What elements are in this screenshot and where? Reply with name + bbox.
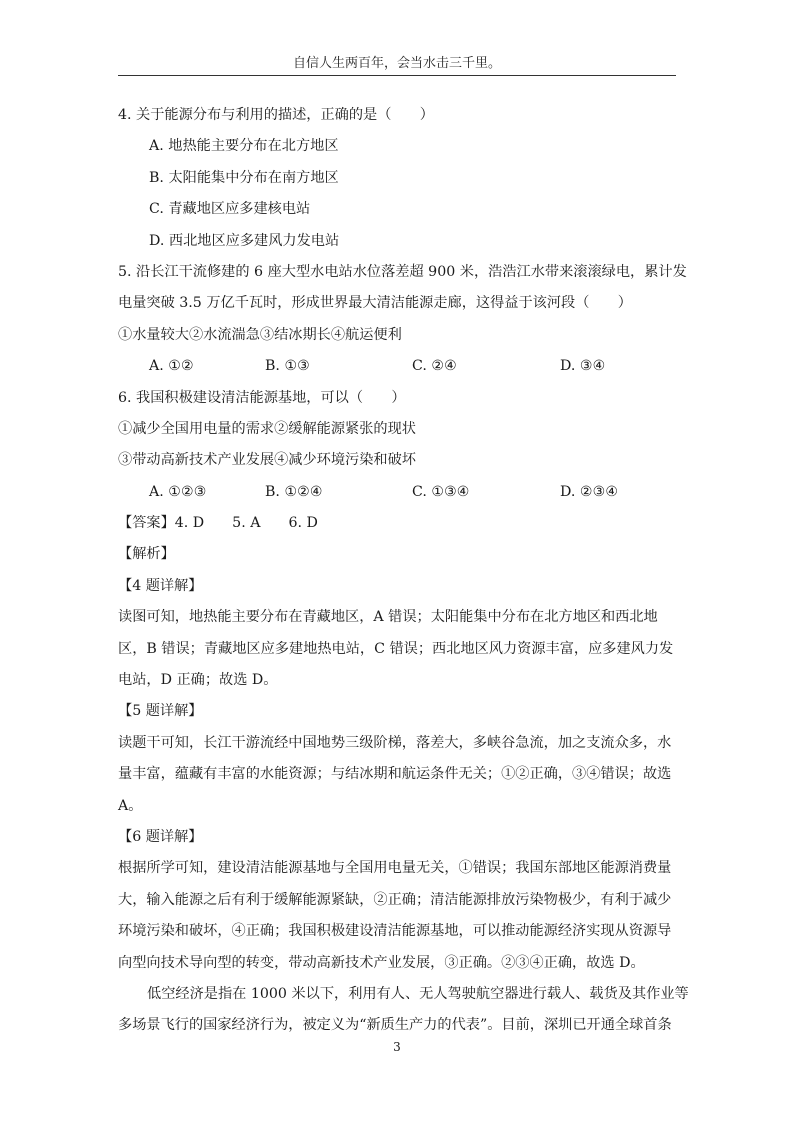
q5-items: ①水量较大②水流湍急③结冰期长④航运便利: [118, 326, 402, 343]
detail-6-label: 【6 题详解】: [118, 828, 203, 845]
q5-option-d: D. ③④: [560, 358, 606, 375]
detail-4-line: 电站，D 正确；故选 D。: [118, 672, 278, 689]
q4-stem: 4. 关于能源分布与利用的描述，正确的是（ ）: [118, 107, 434, 123]
detail-4-line: 区，B 错误；青藏地区应多建地热电站，C 错误；西北地区风力资源丰富，应多建风力发: [118, 640, 674, 657]
q6-option-a: A. ①②③: [149, 483, 207, 500]
q6-options: [118, 477, 678, 508]
answer-line: [118, 508, 678, 539]
q6-items-1: ①减少全国用电量的需求②缓解能源紧张的现状: [118, 420, 416, 437]
q4-option-a: A. 地热能主要分布在北方地区: [149, 138, 339, 155]
q5-option-a: A. ①②: [149, 358, 194, 375]
q5-stem-line1: 5. 沿长江干流修建的 6 座大型水电站水位落差超 900 米，浩浩江水带来滚滚绿电，累计发: [118, 263, 687, 280]
q6-option-c: C. ①③④: [412, 483, 470, 500]
q4-option-d: D. 西北地区应多建风力发电站: [149, 232, 340, 249]
q6-option-d: D. ②③④: [560, 483, 619, 500]
q4-option-c: C. 青藏地区应多建核电站: [149, 201, 311, 218]
passage-line: 多场景飞行的国家经济行为，被定义为“新质生产力的代表”。目前，深圳已开通全球首条: [118, 1017, 672, 1034]
q6-stem: 6. 我国积极建设清洁能源基地，可以（ ）: [118, 389, 406, 406]
q4-option-b: B. 太阳能集中分布在南方地区: [149, 169, 339, 186]
page-header-motto: 自信人生两百年，会当水击三千里。: [292, 56, 501, 71]
detail-5-line: 量丰富，蕴藏有丰富的水能资源；与结冰期和航运条件无关；①②正确，③④错误；故选: [118, 766, 672, 783]
detail-4-line: 读图可知，地热能主要分布在青藏地区，A 错误；太阳能集中分布在北方地区和西北地: [118, 609, 658, 626]
detail-4-label: 【4 题详解】: [118, 577, 203, 594]
detail-6-line: 向型向技术导向型的转变，带动高新技术产业发展，③正确。②③④正确，故选 D。: [118, 954, 645, 971]
detail-6-line: 环境污染和破坏，④正确；我国积极建设清洁能源基地，可以推动能源经济实现从资源导: [118, 923, 672, 940]
passage-line: 低空经济是指在 1000 米以下，利用有人、无人驾驶航空器进行载人、载货及其作业等: [147, 985, 689, 1002]
header-divider: [118, 75, 676, 76]
answer-6: 6. D: [288, 515, 318, 532]
detail-6-line: 大，输入能源之后有利于缓解能源紧缺，②正确；清洁能源排放污染物极少，有利于减少: [118, 891, 672, 908]
answer-label: 【答案】4. D: [118, 515, 205, 532]
q6-option-b: B. ①②④: [265, 483, 323, 500]
q5-options: [118, 351, 678, 382]
detail-5-line: A。: [118, 797, 143, 814]
analysis-label: 【解析】: [118, 546, 175, 563]
q5-option-b: B. ①③: [265, 358, 310, 375]
answer-5: 5. A: [232, 515, 261, 532]
q5-stem-line2: 电量突破 3.5 万亿千瓦时，形成世界最大清洁能源走廊，这得益于该河段（ ）: [118, 295, 632, 312]
detail-6-line: 根据所学可知，建设清洁能源基地与全国用电量无关，①错误；我国东部地区能源消费量: [118, 860, 672, 877]
page-number: 3: [393, 1040, 401, 1054]
detail-5-label: 【5 题详解】: [118, 703, 203, 720]
q6-items-2: ③带动高新技术产业发展④减少环境污染和破坏: [118, 452, 416, 469]
q5-option-c: C. ②④: [412, 358, 457, 375]
detail-5-line: 读题干可知，长江干游流经中国地势三级阶梯，落差大，多峡谷急流，加之支流众多，水: [118, 734, 672, 751]
page-content: [118, 100, 689, 1042]
